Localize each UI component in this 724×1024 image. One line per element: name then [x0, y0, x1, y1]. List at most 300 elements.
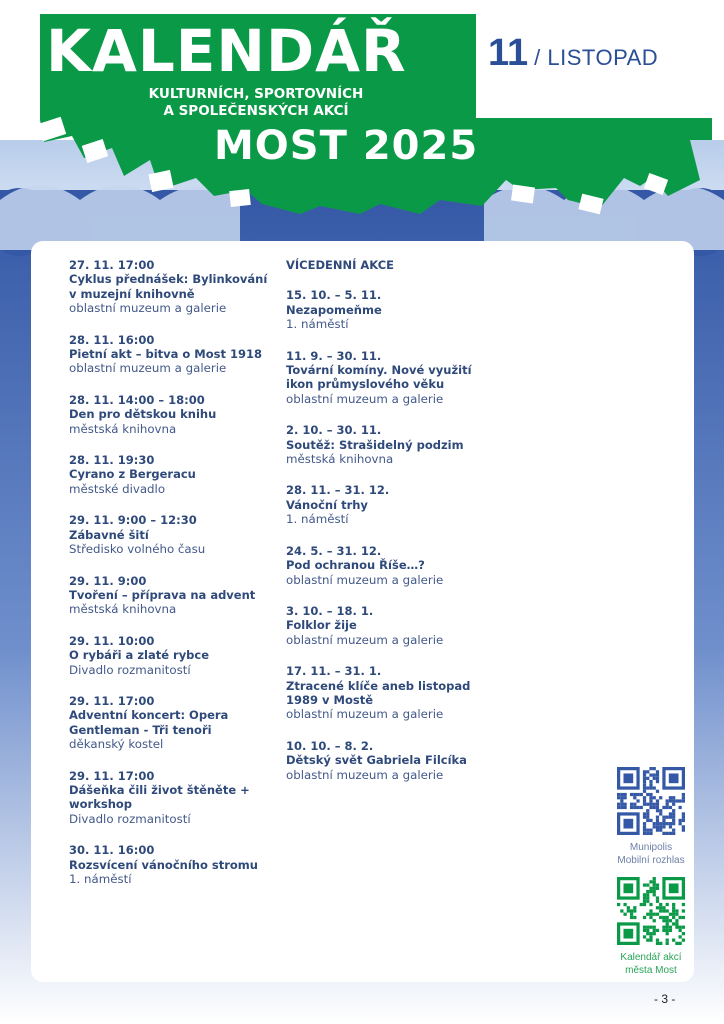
event-date: 11. 9. – 30. 11. — [286, 348, 382, 363]
qr-module — [682, 796, 685, 799]
qr-module — [627, 906, 630, 909]
qr-module — [653, 796, 656, 799]
qr-module — [653, 890, 656, 893]
qr-module — [653, 806, 656, 809]
event-date: 29. 11. 9:00 – 12:30 — [69, 513, 197, 528]
qr-module — [682, 926, 685, 929]
qr-module — [656, 790, 659, 793]
qr-module — [636, 799, 639, 802]
qr-module — [666, 832, 669, 835]
event-item — [69, 843, 274, 886]
qr-module — [672, 819, 675, 822]
qr-module — [649, 767, 652, 770]
qr-module — [646, 939, 649, 942]
qr-module — [649, 786, 652, 789]
qr-module — [653, 887, 656, 890]
qr-module — [672, 812, 675, 815]
qr-module — [623, 793, 626, 796]
qr-module — [672, 803, 675, 806]
qr-module — [636, 806, 639, 809]
event-item — [286, 483, 491, 526]
event-item — [286, 664, 491, 722]
calendar-subtitle — [106, 86, 406, 120]
qr-module — [682, 939, 685, 942]
qr-module — [656, 825, 659, 828]
event-title: Nezapomeňme — [286, 302, 382, 317]
event-title: Dášeňka čili život štěněte + workshop — [69, 782, 250, 812]
qr-module — [659, 903, 662, 906]
munipolis-qr-code[interactable] — [617, 767, 685, 835]
calendar-title: KALENDÁŘ — [46, 17, 407, 85]
qr-module — [646, 893, 649, 896]
qr-module — [643, 790, 646, 793]
qr-module — [666, 816, 669, 819]
event-date: 27. 11. 17:00 — [69, 258, 155, 272]
qr-module — [643, 773, 646, 776]
qr-module — [675, 922, 678, 925]
qr-module — [617, 903, 620, 906]
qr-module — [617, 796, 620, 799]
qr-finder-pattern — [669, 883, 679, 893]
qr-module — [672, 916, 675, 919]
event-date: 30. 11. 16:00 — [69, 843, 155, 858]
qr-module — [649, 832, 652, 835]
qr-module — [656, 809, 659, 812]
event-title: Den pro dětskou knihu — [69, 407, 217, 422]
event-title: Tovární komíny. Nové využití ikon průmyslového věku — [286, 363, 472, 392]
qr-module — [643, 935, 646, 938]
qr-module — [643, 786, 646, 789]
qr-module — [666, 806, 669, 809]
qr-module — [649, 806, 652, 809]
event-item — [286, 288, 491, 331]
qr-module — [649, 819, 652, 822]
qr-module — [653, 877, 656, 880]
qr-module — [666, 903, 669, 906]
qr-module — [669, 799, 672, 802]
qr-module — [666, 942, 669, 945]
qr-module — [656, 942, 659, 945]
qr-module — [623, 913, 626, 916]
qr-module — [659, 796, 662, 799]
qr-module — [666, 803, 669, 806]
event-item — [286, 739, 491, 782]
qr-module — [682, 903, 685, 906]
qr-module — [620, 803, 623, 806]
event-date: 29. 11. 17:00 — [69, 768, 155, 783]
qr-module — [643, 780, 646, 783]
qr-finder-pattern — [623, 883, 633, 893]
qr-module — [649, 773, 652, 776]
qr-module — [659, 825, 662, 828]
qr-module — [630, 913, 633, 916]
qr-module — [659, 909, 662, 912]
qr-module — [643, 770, 646, 773]
qr-module — [682, 829, 685, 832]
qr-module — [646, 932, 649, 935]
qr-module — [653, 767, 656, 770]
issue-number: 11 — [488, 32, 529, 74]
qr-module — [643, 896, 646, 899]
qr-module — [666, 822, 669, 825]
event-title: Folklor žije — [286, 618, 357, 633]
event-item — [69, 513, 274, 556]
qr-module — [659, 942, 662, 945]
qr-module — [643, 893, 646, 896]
qr-module — [653, 880, 656, 883]
qr-module — [617, 806, 620, 809]
qr-module — [682, 812, 685, 815]
qr-module — [643, 812, 646, 815]
qr-module — [643, 796, 646, 799]
qr-module — [630, 793, 633, 796]
qr-module — [656, 799, 659, 802]
event-place: Divadlo rozmanitostí — [69, 662, 191, 677]
qr-module — [643, 929, 646, 932]
daily-events-column — [69, 258, 274, 903]
qr-module — [656, 773, 659, 776]
qr-module — [649, 887, 652, 890]
event-place: městská knihovna — [69, 421, 177, 436]
qr-module — [653, 893, 656, 896]
qr-module — [643, 900, 646, 903]
qr-module — [666, 919, 669, 922]
qr-module — [646, 829, 649, 832]
qr-module — [666, 909, 669, 912]
event-item — [69, 393, 274, 436]
event-item — [286, 423, 491, 466]
qr-module — [640, 806, 643, 809]
qr-module — [643, 777, 646, 780]
event-title: Vánoční trhy — [286, 497, 368, 512]
qr-module — [666, 939, 669, 942]
qr-module — [666, 916, 669, 919]
qr-finder-pattern — [623, 929, 633, 939]
qr-label-line-1: Munipolis — [629, 842, 673, 853]
qr-module — [646, 883, 649, 886]
qr-module — [653, 926, 656, 929]
qr-module — [636, 793, 639, 796]
qr-module — [653, 786, 656, 789]
qr-module — [643, 829, 646, 832]
event-title: Rozsvícení vánočního stromu — [69, 857, 258, 872]
issue-month: / LISTOPAD — [534, 45, 659, 70]
event-date: 29. 11. 9:00 — [69, 573, 147, 588]
qr-module — [617, 793, 620, 796]
event-title: O rybáři a zlaté rybce — [69, 648, 210, 663]
qr-module — [643, 799, 646, 802]
qr-finder-pattern — [623, 773, 633, 783]
qr-module — [659, 809, 662, 812]
qr-module — [656, 829, 659, 832]
qr-module — [659, 906, 662, 909]
qr-module — [653, 883, 656, 886]
qr-module — [623, 903, 626, 906]
multi-day-events-column — [286, 258, 491, 799]
qr-module — [672, 903, 675, 906]
subtitle-line-2: A SPOLEČENSKÝCH AKCÍ — [163, 103, 349, 119]
qr-module — [675, 909, 678, 912]
qr-module — [679, 929, 682, 932]
qr-module — [679, 926, 682, 929]
qr-module — [643, 916, 646, 919]
qr-module — [666, 932, 669, 935]
qr-module — [630, 916, 633, 919]
munipolis-qr-label — [601, 842, 701, 867]
qr-module — [669, 832, 672, 835]
qr-module — [633, 916, 636, 919]
qr-module — [669, 929, 672, 932]
qr-module — [662, 819, 665, 822]
event-title: Ztracené klíče aneb listopad 1989 v Mostě — [286, 678, 471, 707]
qr-module — [659, 822, 662, 825]
qr-module — [662, 926, 665, 929]
qr-module — [633, 906, 636, 909]
qr-module — [672, 829, 675, 832]
event-place: městská knihovna — [286, 452, 394, 467]
qr-module — [620, 799, 623, 802]
event-date: 28. 11. 19:30 — [69, 453, 155, 468]
qr-module — [649, 932, 652, 935]
qr-module — [620, 796, 623, 799]
calendar-qr-label — [601, 952, 701, 977]
qr-module — [656, 929, 659, 932]
event-title: Dětský svět Gabriela Filcíka — [286, 753, 467, 768]
qr-module — [666, 926, 669, 929]
qr-module — [656, 803, 659, 806]
qr-module — [649, 939, 652, 942]
qr-module — [662, 906, 665, 909]
qr-module — [653, 913, 656, 916]
event-item — [286, 349, 491, 407]
qr-module — [656, 887, 659, 890]
event-date: 28. 11. 16:00 — [69, 332, 155, 347]
event-date: 24. 5. – 31. 12. — [286, 543, 382, 558]
qr-module — [679, 799, 682, 802]
qr-module — [649, 829, 652, 832]
event-place: oblastní muzeum a galerie — [286, 572, 444, 587]
qr-module — [656, 906, 659, 909]
event-title: Cyrano z Bergeracu — [69, 467, 196, 482]
qr-module — [679, 822, 682, 825]
qr-module — [649, 803, 652, 806]
event-item — [69, 694, 274, 752]
qr-module — [640, 793, 643, 796]
qr-module — [649, 799, 652, 802]
qr-module — [682, 793, 685, 796]
qr-module — [646, 896, 649, 899]
qr-module — [682, 816, 685, 819]
qr-module — [633, 803, 636, 806]
qr-module — [669, 812, 672, 815]
qr-module — [646, 786, 649, 789]
event-place: 1. náměstí — [69, 872, 132, 886]
qr-module — [643, 903, 646, 906]
qr-module — [649, 890, 652, 893]
event-date: 28. 11. – 31. 12. — [286, 483, 390, 498]
qr-module — [623, 796, 626, 799]
event-title: Pietní akt – bitva o Most 1918 — [69, 347, 262, 362]
qr-module — [656, 780, 659, 783]
event-place: městské divadlo — [69, 481, 166, 496]
event-title: Adventní koncert: Opera Gentleman - Tři tenoři — [69, 708, 229, 737]
qr-module — [649, 793, 652, 796]
qr-module — [669, 919, 672, 922]
qr-module — [662, 909, 665, 912]
qr-module — [646, 812, 649, 815]
event-place: oblastní muzeum a galerie — [286, 767, 444, 782]
subtitle-line-1: KULTURNÍCH, SPORTOVNÍCH — [148, 86, 364, 102]
qr-module — [659, 916, 662, 919]
qr-module — [643, 883, 646, 886]
qr-module — [659, 829, 662, 832]
qr-module — [649, 903, 652, 906]
event-title: Soutěž: Strašidelný podzim — [286, 437, 464, 452]
qr-module — [662, 916, 665, 919]
qr-module — [675, 926, 678, 929]
event-item — [69, 333, 274, 376]
qr-label-line-2: Mobilní rozhlas — [617, 854, 685, 866]
qr-module — [646, 793, 649, 796]
event-place: oblastní muzeum a galerie — [286, 391, 444, 406]
event-item — [69, 634, 274, 677]
qr-module — [675, 942, 678, 945]
issue-label — [488, 34, 658, 72]
qr-module — [643, 926, 646, 929]
qr-module — [669, 913, 672, 916]
qr-module — [649, 796, 652, 799]
qr-module — [649, 880, 652, 883]
event-item — [69, 258, 274, 316]
event-title: Cyklus přednášek: Bylinkování v muzejní knihovně — [69, 272, 268, 301]
qr-module — [672, 816, 675, 819]
qr-module — [656, 896, 659, 899]
qr-module — [643, 783, 646, 786]
qr-module — [623, 803, 626, 806]
qr-module — [646, 816, 649, 819]
qr-module — [682, 819, 685, 822]
qr-module — [649, 909, 652, 912]
qr-module — [672, 939, 675, 942]
qr-module — [646, 803, 649, 806]
qr-module — [672, 796, 675, 799]
qr-module — [662, 919, 665, 922]
event-date: 29. 11. 10:00 — [69, 633, 155, 648]
qr-module — [649, 926, 652, 929]
qr-module — [646, 926, 649, 929]
qr-module — [646, 913, 649, 916]
qr-module — [646, 832, 649, 835]
qr-module — [675, 799, 678, 802]
qr-module — [656, 770, 659, 773]
event-place: Divadlo rozmanitostí — [69, 811, 191, 826]
event-place: městská knihovna — [69, 602, 177, 617]
event-place: oblastní muzeum a galerie — [286, 707, 444, 722]
event-title: Pod ochranou Říše…? — [286, 558, 425, 573]
event-place: oblastní muzeum a galerie — [69, 301, 227, 316]
qr-module — [679, 819, 682, 822]
event-place: děkanský kostel — [69, 737, 164, 752]
qr-module — [679, 935, 682, 938]
qr-module — [669, 806, 672, 809]
qr-module — [646, 809, 649, 812]
qr-module — [653, 822, 656, 825]
qr-module — [672, 799, 675, 802]
qr-module — [669, 796, 672, 799]
qr-module — [682, 799, 685, 802]
qr-module — [662, 825, 665, 828]
qr-module — [666, 922, 669, 925]
qr-module — [627, 909, 630, 912]
qr-module — [646, 819, 649, 822]
qr-module — [669, 822, 672, 825]
event-place: 1. náměstí — [286, 512, 349, 527]
qr-module — [656, 913, 659, 916]
qr-module — [653, 919, 656, 922]
qr-module — [682, 916, 685, 919]
event-place: oblastní muzeum a galerie — [69, 361, 227, 376]
qr-module — [646, 929, 649, 932]
event-item — [69, 769, 274, 827]
city-year: MOST 2025 — [214, 123, 479, 169]
qr-label-line-1: Kalendář akcí — [620, 952, 682, 963]
event-date: 28. 11. 14:00 – 18:00 — [69, 392, 205, 407]
event-date: 10. 10. – 8. 2. — [286, 738, 374, 753]
event-item — [286, 604, 491, 647]
calendar-qr-code[interactable] — [617, 877, 685, 945]
qr-module — [662, 806, 665, 809]
qr-module — [675, 919, 678, 922]
qr-module — [675, 913, 678, 916]
qr-module — [630, 909, 633, 912]
qr-module — [672, 809, 675, 812]
event-date: 17. 11. – 31. 1. — [286, 664, 382, 679]
event-item — [286, 544, 491, 587]
qr-module — [682, 932, 685, 935]
multi-day-events-list — [286, 288, 491, 782]
qr-module — [656, 819, 659, 822]
qr-module — [656, 777, 659, 780]
multi-day-heading: VÍCEDENNÍ AKCE — [286, 258, 394, 272]
qr-module — [653, 803, 656, 806]
qr-module — [633, 793, 636, 796]
qr-module — [662, 929, 665, 932]
event-place: 1. náměstí — [286, 317, 349, 332]
qr-module — [633, 806, 636, 809]
event-title: Tvoření – příprava na advent — [69, 587, 256, 602]
event-date: 15. 10. – 5. 11. — [286, 288, 382, 303]
qr-module — [672, 922, 675, 925]
qr-module — [653, 932, 656, 935]
qr-module — [643, 832, 646, 835]
qr-module — [682, 825, 685, 828]
qr-module — [643, 825, 646, 828]
qr-module — [640, 903, 643, 906]
qr-module — [646, 777, 649, 780]
event-place: oblastní muzeum a galerie — [286, 632, 444, 647]
qr-module — [656, 822, 659, 825]
page-number: - 3 - — [654, 992, 676, 1006]
qr-module — [630, 803, 633, 806]
qr-module — [656, 900, 659, 903]
qr-module — [643, 803, 646, 806]
qr-module — [656, 883, 659, 886]
qr-module — [633, 796, 636, 799]
qr-module — [653, 825, 656, 828]
qr-module — [672, 906, 675, 909]
event-place: Středisko volného času — [69, 542, 206, 557]
qr-module — [623, 806, 626, 809]
